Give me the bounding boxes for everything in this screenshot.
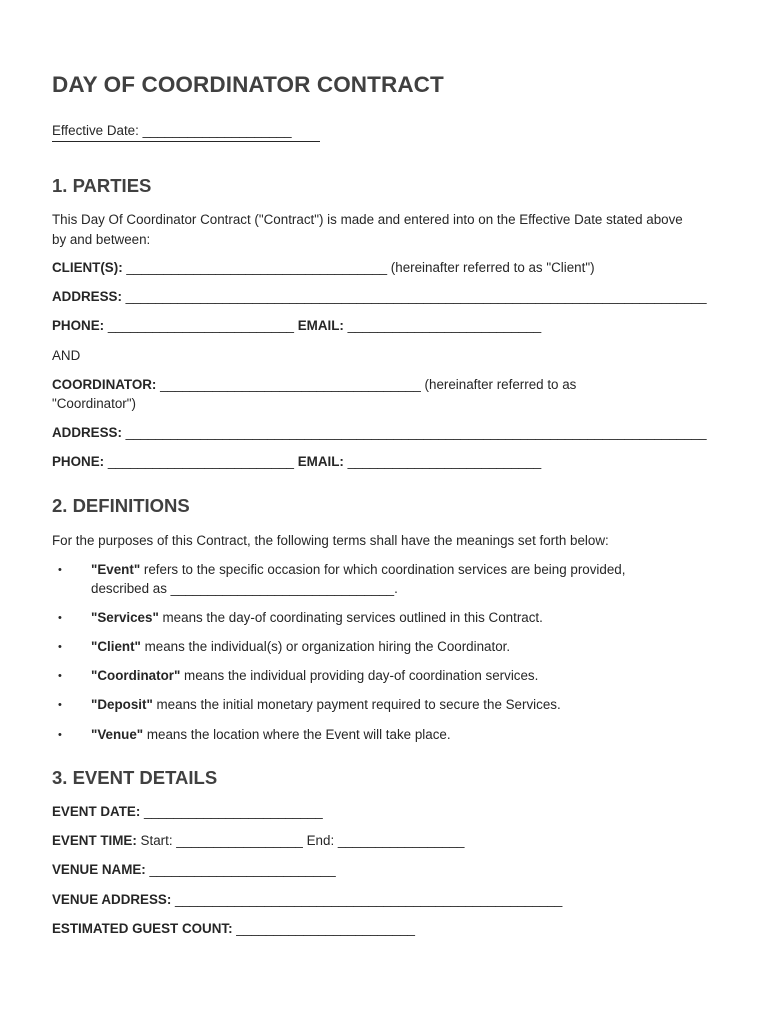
coordinator-label: COORDINATOR: [52, 377, 157, 392]
guest-count-blank: ________________________ [236, 921, 415, 936]
definition-text: refers to the specific occasion for which coordination services are being provided, [140, 562, 626, 577]
client-reference: (hereinafter referred to as "Client") [390, 260, 595, 275]
phone-label: PHONE: [52, 454, 105, 469]
definitions-heading: 2. DEFINITIONS [52, 495, 190, 516]
definition-coordinator [91, 666, 538, 686]
email-blank: __________________________ [347, 454, 542, 469]
coordinator-address-line [52, 423, 707, 443]
event-date-line [52, 802, 323, 822]
definition-term: "Deposit" [91, 697, 153, 712]
bullet-icon: • [58, 564, 62, 576]
venue-name-line [52, 860, 336, 880]
definition-term: "Venue" [91, 727, 144, 742]
venue-name-label: VENUE NAME: [52, 862, 146, 877]
definition-term: "Coordinator" [91, 668, 181, 683]
effective-date-blank: ____________________ [142, 123, 292, 138]
coordinator-contact-line [52, 452, 541, 472]
definition-term: "Client" [91, 639, 141, 654]
email-label: EMAIL: [297, 318, 344, 333]
guest-count-line [52, 919, 415, 939]
coordinator-line [52, 375, 576, 395]
end-label: End: [306, 833, 335, 848]
address-label: ADDRESS: [52, 425, 122, 440]
definition-text: . [394, 581, 398, 596]
client-label: CLIENT(S): [52, 260, 123, 275]
event-time-label: EVENT TIME: [52, 833, 137, 848]
definition-text: means the initial monetary payment required to secure the Services. [152, 697, 561, 712]
definition-venue [91, 725, 451, 745]
document-title: DAY OF COORDINATOR CONTRACT [52, 72, 444, 97]
and-text: AND [52, 348, 81, 363]
definitions-intro: For the purposes of this Contract, the following terms shall have the meanings set forth below: [52, 533, 609, 548]
definition-text: means the individual(s) or organization hiring the Coordinator. [140, 639, 511, 654]
venue-address-blank: ____________________________________________________ [175, 892, 563, 907]
bullet-icon: • [58, 699, 62, 711]
client-contact-line [52, 316, 541, 336]
bullet-icon: • [58, 641, 62, 653]
definition-services [91, 608, 543, 628]
definition-term: "Services" [91, 610, 159, 625]
venue-address-label: VENUE ADDRESS: [52, 892, 172, 907]
address-blank: ______________________________________________________________________________ [125, 425, 707, 440]
client-address-line [52, 287, 707, 307]
bullet-icon: • [58, 729, 62, 741]
venue-address-line [52, 890, 562, 910]
coordinator-reference: (hereinafter referred to as [424, 377, 577, 392]
end-blank: _________________ [337, 833, 465, 848]
parties-intro: This Day Of Coordinator Contract ("Contract") is made and entered into on the Effective Date stated above by and between: [52, 212, 683, 247]
phone-blank: _________________________ [107, 454, 295, 469]
client-line [52, 258, 595, 278]
coordinator-reference-cont: "Coordinator") [52, 396, 136, 411]
definition-text: described as [91, 581, 171, 596]
definition-client [91, 637, 510, 657]
email-label: EMAIL: [297, 454, 344, 469]
event-details-heading: 3. EVENT DETAILS [52, 767, 218, 788]
effective-date-line [52, 123, 292, 138]
effective-date-rule [52, 141, 320, 142]
definition-text: means the location where the Event will take place. [143, 727, 451, 742]
definition-text: means the day-of coordinating services outlined in this Contract. [158, 610, 543, 625]
event-date-label: EVENT DATE: [52, 804, 141, 819]
effective-date-label: Effective Date: [52, 123, 139, 138]
definition-event [91, 560, 625, 580]
definition-text: means the individual providing day-of coordination services. [180, 668, 539, 683]
bullet-icon: • [58, 612, 62, 624]
phone-label: PHONE: [52, 318, 105, 333]
phone-blank: _________________________ [107, 318, 295, 333]
address-blank: ______________________________________________________________________________ [125, 289, 707, 304]
coordinator-blank: ___________________________________ [160, 377, 421, 392]
guest-count-label: ESTIMATED GUEST COUNT: [52, 921, 233, 936]
parties-heading: 1. PARTIES [52, 175, 152, 196]
event-time-line [52, 831, 465, 851]
email-blank: __________________________ [347, 318, 542, 333]
definition-term: "Event" [91, 562, 141, 577]
start-label: Start: [140, 833, 173, 848]
client-blank: ___________________________________ [126, 260, 388, 275]
bullet-icon: • [58, 670, 62, 682]
address-label: ADDRESS: [52, 289, 122, 304]
event-date-blank: ________________________ [144, 804, 323, 819]
definition-deposit [91, 695, 561, 715]
event-description-blank: ______________________________ [170, 581, 395, 596]
venue-name-blank: _________________________ [149, 862, 336, 877]
start-blank: _________________ [176, 833, 303, 848]
definition-event-cont [91, 579, 398, 599]
